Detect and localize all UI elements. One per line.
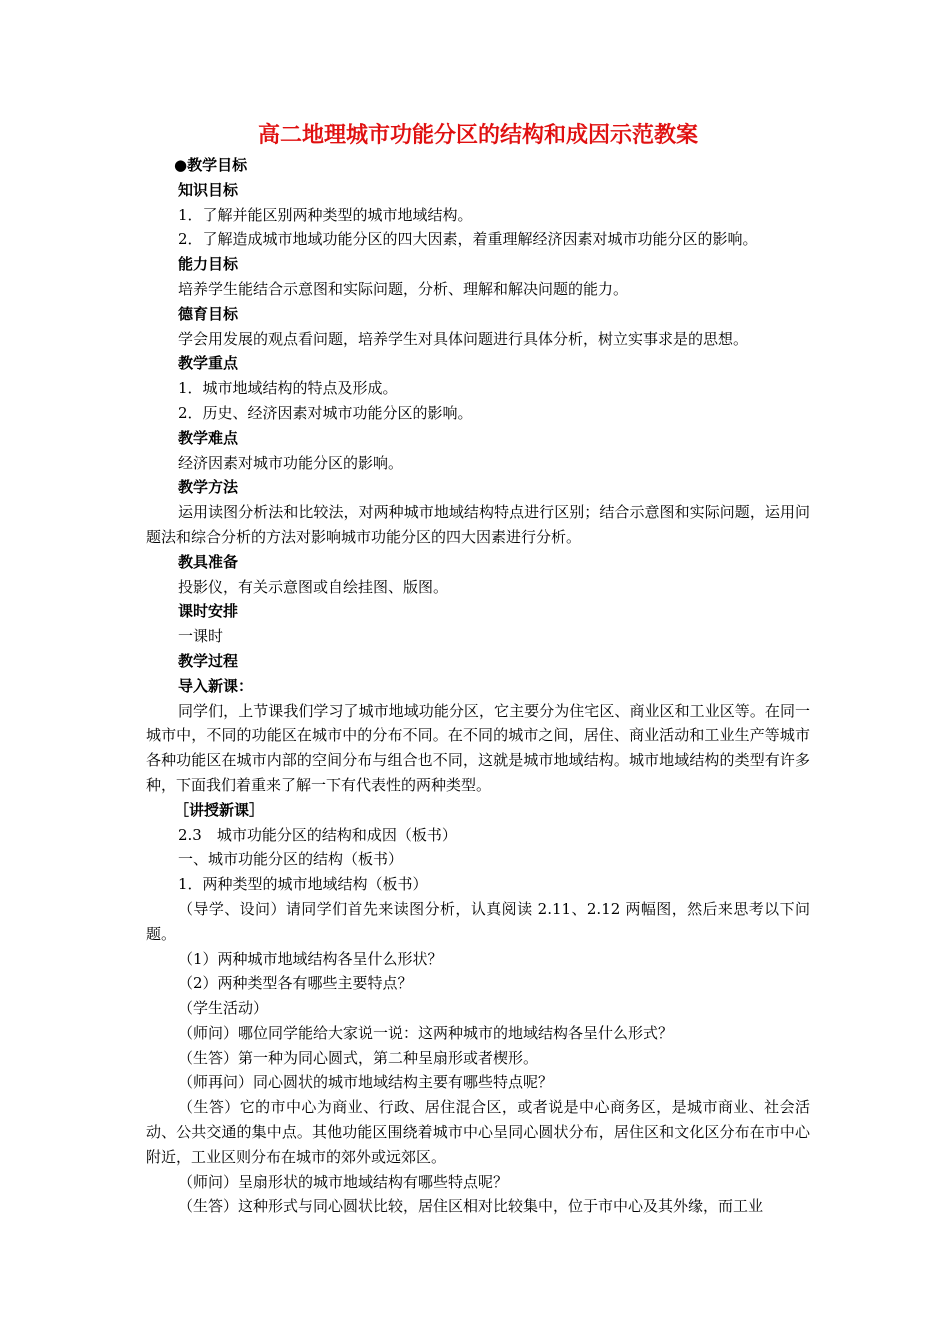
text-line: （师问）哪位同学能给大家说一说：这两种城市的地域结构各呈什么形式？ [178, 1023, 674, 1042]
text-line: （2）两种类型各有哪些主要特点？ [178, 974, 413, 993]
subheading-knowledge-goals: 知识目标 [178, 180, 239, 199]
text-line: 1．城市地域结构的特点及形成。 [178, 379, 398, 398]
section-heading-teaching-goals: ●教学目标 [174, 156, 248, 174]
subheading-introduction: 导入新课： [178, 676, 254, 695]
subheading-ability-goals: 能力目标 [178, 255, 239, 274]
text-line: （1）两种城市地域结构各呈什么形状？ [178, 949, 443, 968]
text-line: 2.3 城市功能分区的结构和成因（板书） [178, 825, 457, 844]
text-line: 经济因素对城市功能分区的影响。 [178, 453, 404, 472]
text-line: 投影仪，有关示意图或自绘挂图、版图。 [178, 577, 449, 596]
text-line: 2．了解造成城市地域功能分区的四大因素，着重理解经济因素对城市功能分区的影响。 [178, 230, 758, 249]
text-line: 2．历史、经济因素对城市功能分区的影响。 [178, 403, 473, 422]
text-line: 1．两种类型的城市地域结构（板书） [178, 875, 428, 894]
subheading-moral-goals: 德育目标 [178, 304, 239, 323]
subheading-teaching-aids: 教具准备 [178, 552, 239, 571]
text-line: 学会用发展的观点看问题，培养学生对具体问题进行具体分析，树立实事求是的思想。 [178, 329, 749, 348]
document-page [146, 118, 810, 1219]
text-line: （生答）这种形式与同心圆状比较，居住区相对比较集中，位于市中心及其外缘，而工业 [178, 1197, 764, 1216]
paragraph-question-intro: （导学、设问）请同学们首先来读图分析，认真阅读 2.11、2.12 两幅图，然后来思考以下问题。 [146, 899, 810, 943]
subheading-difficulties: 教学难点 [178, 428, 239, 447]
text-line: （师问）呈扇形状的城市地域结构有哪些特点呢？ [178, 1172, 509, 1191]
text-line: 一课时 [178, 627, 224, 646]
subheading-key-points: 教学重点 [178, 354, 239, 373]
text-line: 培养学生能结合示意图和实际问题，分析、理解和解决问题的能力。 [178, 279, 629, 298]
text-line: 一、城市功能分区的结构（板书） [178, 850, 404, 869]
subheading-schedule: 课时安排 [178, 602, 239, 621]
subheading-process: 教学过程 [178, 651, 239, 670]
text-line: （师再问）同心圆状的城市地域结构主要有哪些特点呢？ [178, 1073, 554, 1092]
document-title: 高二地理城市功能分区的结构和成因示范教案 [257, 122, 698, 148]
text-line: （学生活动） [178, 999, 269, 1018]
paragraph-introduction: 同学们，上节课我们学习了城市地域功能分区，它主要分为住宅区、商业区和工业区等。在同一城市中，不同的功能区在城市中的分布不同。在不同的城市之间，居住、商业活动和工业生产等城市各种功能区在城市内部的空间分布与组合也不同，这就是城市地域结构。城市地域结构的类型有许多种，下面我们着重来了解一下有代表性的两种类型。 [146, 701, 810, 794]
paragraph-methods: 运用读图分析法和比较法，对两种城市地域结构特点进行区别；结合示意图和实际问题，运用问题法和综合分析的方法对影响城市功能分区的四大因素进行分析。 [146, 503, 810, 546]
paragraph-concentric-answer: （生答）它的市中心为商业、行政、居住混合区，或者说是中心商务区，是城市商业、社会活动、公共交通的集中点。其他功能区围绕着城市中心呈同心圆状分布，居住区和文化区分布在市中心附近，工业区则分布在城市的郊外或远郊区。 [146, 1098, 810, 1166]
text-line: （生答）第一种为同心圆式，第二种呈扇形或者楔形。 [178, 1048, 539, 1067]
subheading-methods: 教学方法 [178, 478, 239, 497]
text-line: 1．了解并能区别两种类型的城市地域结构。 [178, 205, 473, 224]
subheading-new-lesson: ［讲授新课］ [174, 800, 265, 819]
